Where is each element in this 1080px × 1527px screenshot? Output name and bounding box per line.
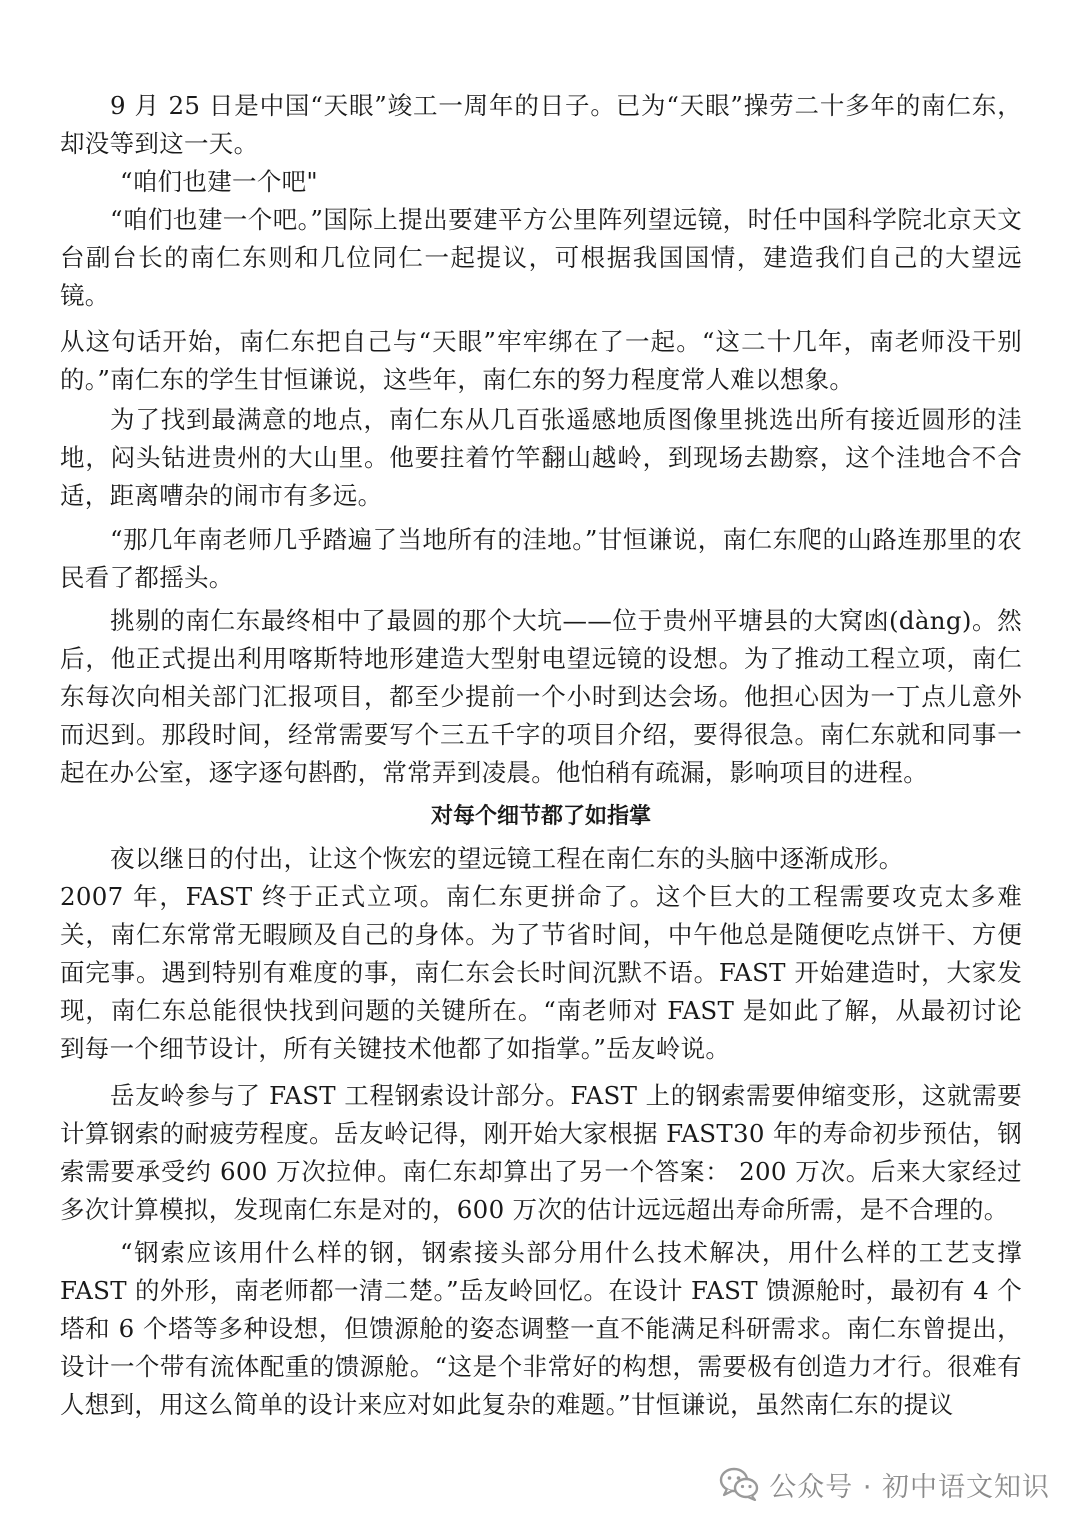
- paragraph-11: “钢索应该用什么样的钢，钢索接头部分用什么技术解决，用什么样的工艺支撑 FAST 的外形，南老师都一清二楚。”岳友岭回忆。在设计 FAST 馈源舱时，最初有 4 个塔和 6 个塔等多种设想，但馈源舱的姿态调整一直不能满足科研需求。南仁东曾提出，设计一个带有流体配重的馈源舱。“这是个非常好的构想，需要极有创造力才行。很难有人想到，用这么简单的设计来应对如此复杂的难题。”甘恒谦说，虽然南仁东的提议: [60, 1238, 1022, 1419]
- section-heading: 对每个细节都了如指掌: [430, 803, 651, 829]
- paragraph-3: “咱们也建一个吧。”国际上提出要建平方公里阵列望远镜，时任中国科学院北京天文台副台长的南仁东则和几位同仁一起提议，可根据我国国情，建造我们自己的大望远镜。: [60, 205, 1022, 310]
- paragraph-1: 9 月 25 日是中国“天眼”竣工一周年的日子。已为“天眼”操劳二十多年的南仁东，却没等到这一天。: [60, 91, 1022, 158]
- wechat-icon: [719, 1467, 759, 1501]
- watermark-text: 公众号 · 初中语文知识: [769, 1471, 1050, 1503]
- paragraph-9: 2007 年，FAST 终于正式立项。南仁东更拼命了。这个巨大的工程需要攻克太多难关，南仁东常常无暇顾及自己的身体。为了节省时间，中午他总是随便吃点饼干、方便面完事。遇到特别有难度的事，南仁东会长时间沉默不语。FAST 开始建造时，大家发现，南仁东总能很快找到问题的关键所在。“南老师对 FAST 是如此了解，从最初讨论到每一个细节设计，所有关键技术他都了如指掌。”岳友岭说。: [60, 882, 1022, 1063]
- paragraph-4: 从这句话开始，南仁东把自己与“天眼”牢牢绑在了一起。“这二十几年，南老师没干别的。”南仁东的学生甘恒谦说，这些年，南仁东的努力程度常人难以想象。: [60, 327, 1022, 394]
- paragraph-7: 挑剔的南仁东最终相中了最圆的那个大坑——位于贵州平塘县的大窝凼(dàng)。然后，他正式提出利用喀斯特地形建造大型射电望远镜的设想。为了推动工程立项，南仁东每次向相关部门汇报项目，都至少提前一个小时到达会场。他担心因为一丁点儿意外而迟到。那段时间，经常需要写个三五千字的项目介绍，要得很急。南仁东就和同事一起在办公室，逐字逐句斟酌，常常弄到凌晨。他怕稍有疏漏，影响项目的进程。: [60, 606, 1022, 787]
- paragraph-6: “那几年南老师几乎踏遍了当地所有的洼地。”甘恒谦说，南仁东爬的山路连那里的农民看了都摇头。: [60, 525, 1022, 592]
- paragraph-2: “咱们也建一个吧": [120, 167, 318, 196]
- paragraph-10: 岳友岭参与了 FAST 工程钢索设计部分。FAST 上的钢索需要伸缩变形，这就需要计算钢索的耐疲劳程度。岳友岭记得，刚开始大家根据 FAST30 年的寿命初步预估，钢索需要承受约 600 万次拉伸。南仁东却算出了另一个答案： 200 万次。后来大家经过多次计算模拟，发现南仁东是对的，600 万次的估计远远超出寿命所需，是不合理的。: [60, 1081, 1022, 1224]
- paragraph-8: 夜以继日的付出，让这个恢宏的望远镜工程在南仁东的头脑中逐渐成形。: [110, 844, 904, 873]
- watermark: [719, 1462, 1050, 1506]
- paragraph-5: 为了找到最满意的地点，南仁东从几百张遥感地质图像里挑选出所有接近圆形的洼地，闷头钻进贵州的大山里。他要拄着竹竿翻山越岭，到现场去勘察，这个洼地合不合适，距离嘈杂的闹市有多远。: [60, 405, 1022, 510]
